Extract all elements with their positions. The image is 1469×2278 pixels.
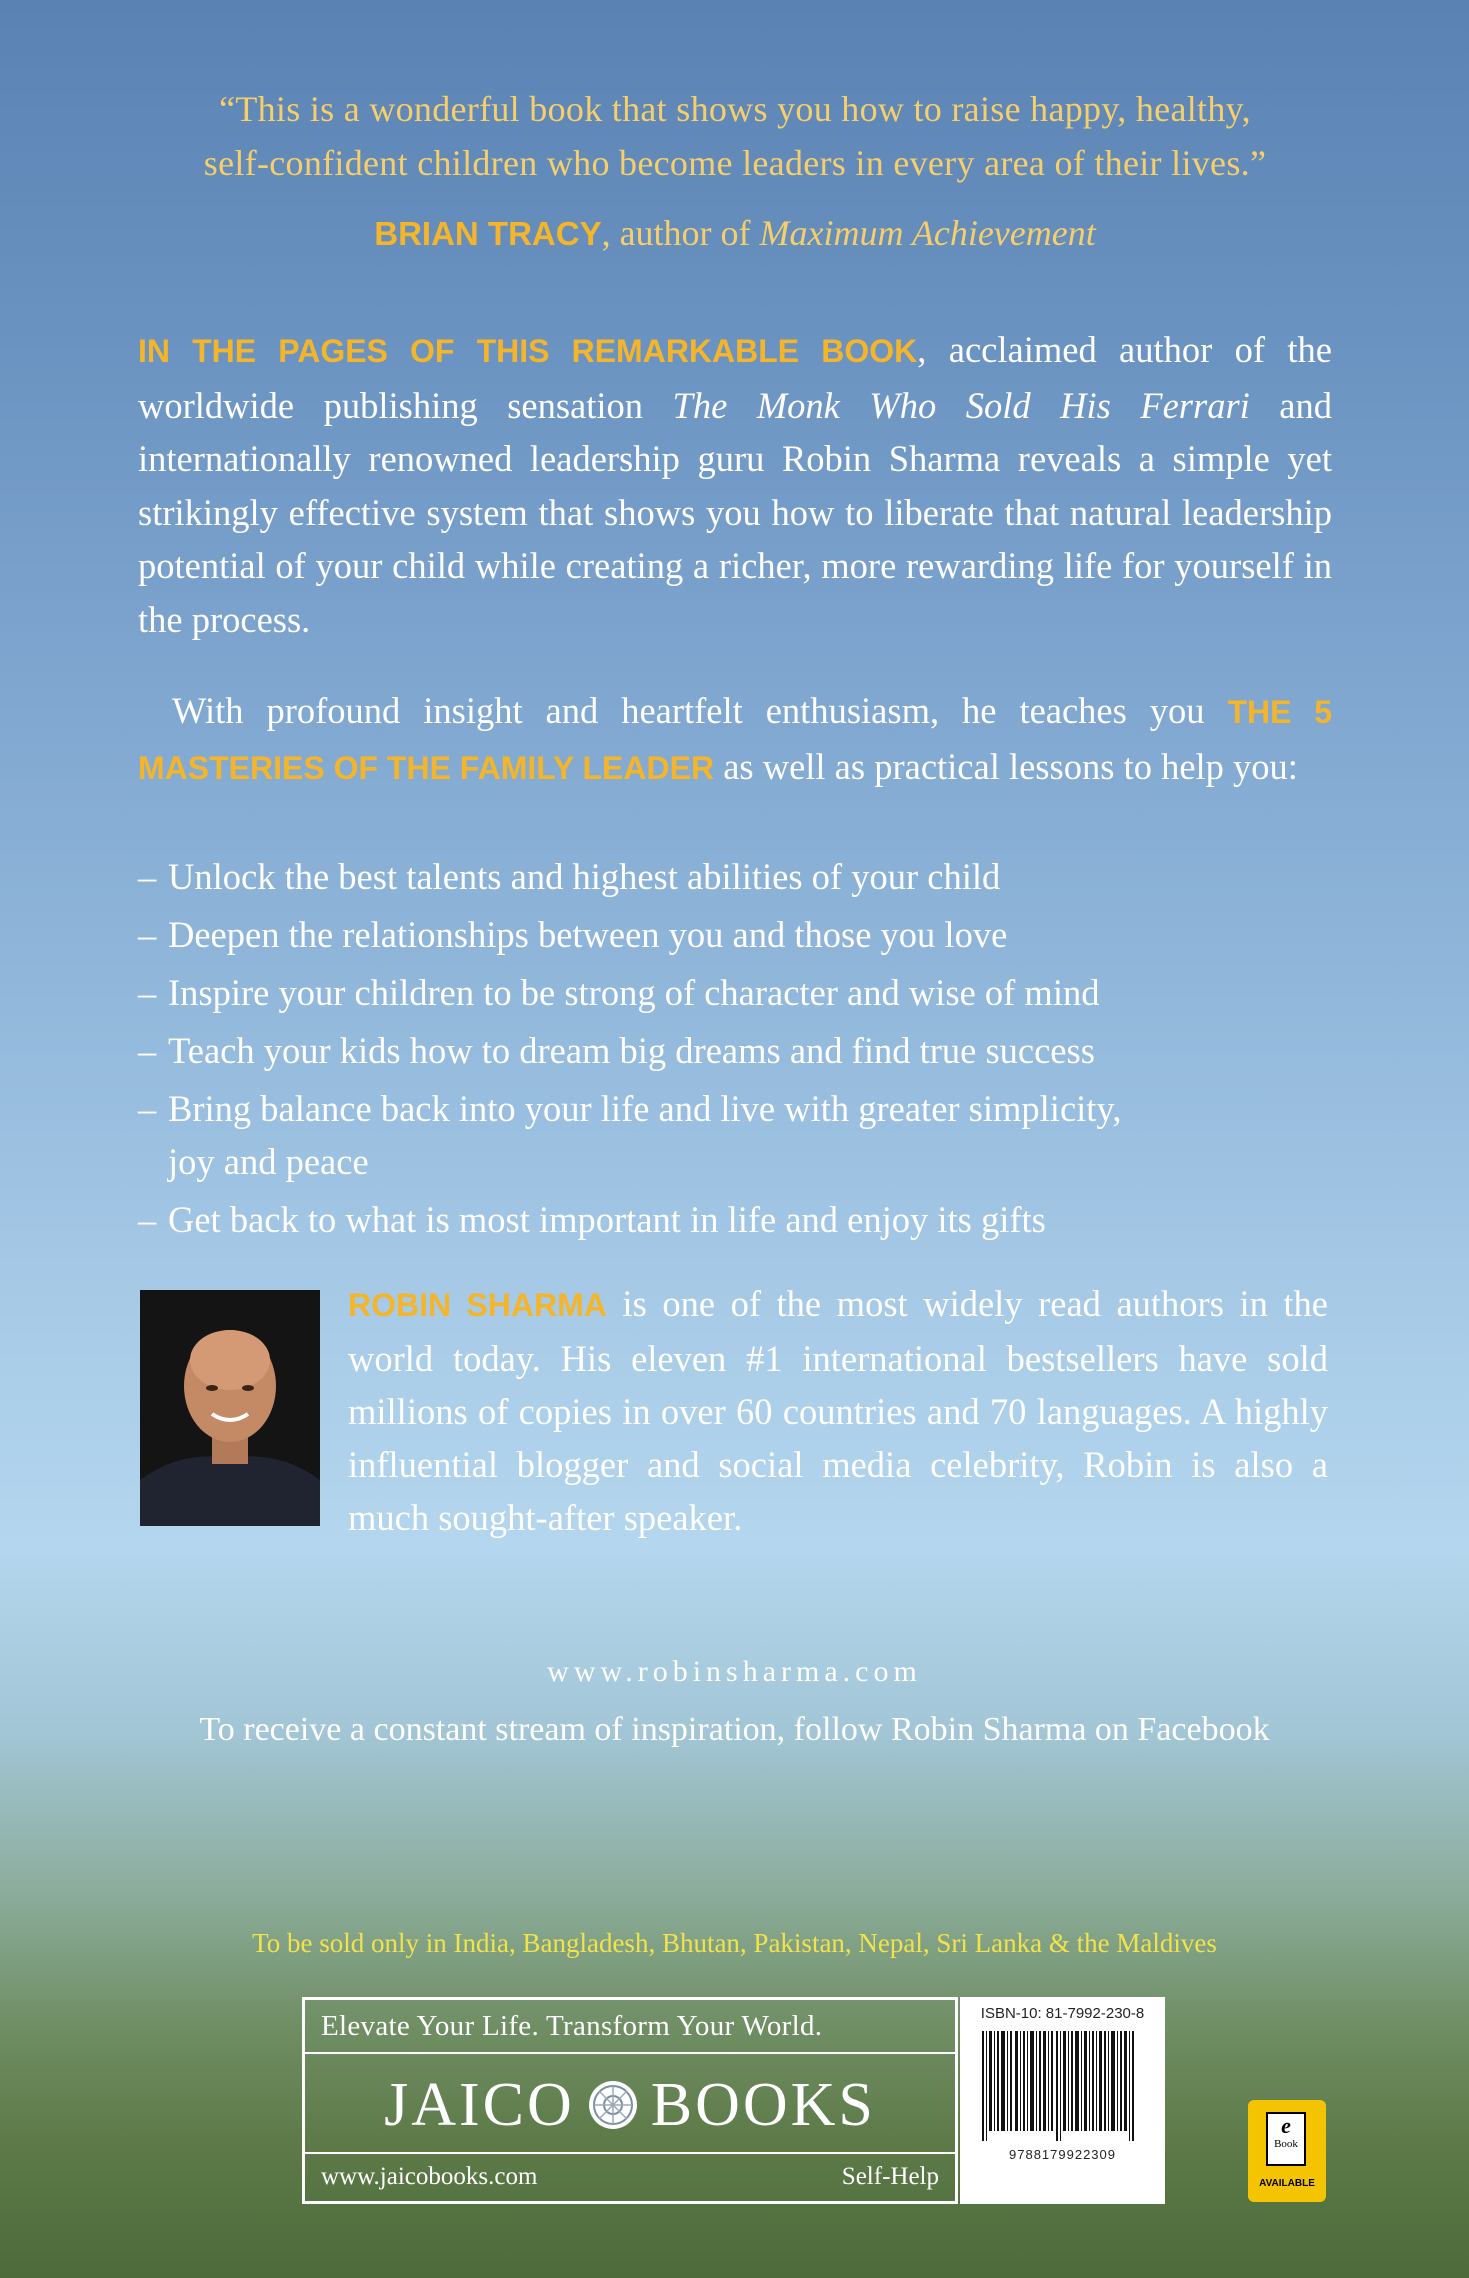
author-portrait-graphic [140,1290,320,1526]
quote-author: BRIAN TRACY [374,215,602,252]
quote-author-of: , author of [601,213,760,253]
jaico-logo-icon [587,2079,639,2131]
list-item: – Deepen the relationships between you and those you love [138,914,1008,955]
quote-line-2: self-confident children who become leaders in every area of their lives.” [203,143,1267,183]
author-bio [348,1277,1328,1544]
facebook-follow-text: To receive a constant stream of inspiration, follow Robin Sharma on Facebook [199,1711,1270,1748]
list-item: – Get back to what is most important in life and enjoy its gifts [138,1199,1046,1240]
publisher-tagline: Elevate Your Life. Transform Your World. [321,2010,823,2042]
masteries-text-1: With profound insight and heartfelt enthusiasm, he teaches you [172,690,1228,731]
list-item: – Teach your kids how to dream big dreams and find true success [138,1030,1095,1071]
list-item: – Inspire your children to be strong of character and wise of mind [138,972,1100,1013]
publisher-website: www.jaicobooks.com [321,2163,538,2190]
publisher-name-right: BOOKS [650,2070,876,2139]
isbn-barcode [960,1997,1165,2204]
publisher-name-left: JAICO [384,2070,575,2139]
endorsement-quote [130,82,1340,190]
intro-paragraph [138,323,1332,646]
barcode-icon [982,2031,1142,2141]
intro-text-2: and internationally renowned leadership guru Robin Sharma reveals a simple yet strikingly effective system that shows you how to liberate that natural leadership potential of your child while creating a richer, more rewarding life for yourself in the process. [138,384,1332,640]
quote-line-1: “This is a wonderful book that shows you how to raise happy, healthy, [219,89,1251,129]
bio-text: is one of the most widely read authors in the world today. His eleven #1 international bestsellers have sold millions of copies in over 60 countries and 70 languages. A highly influential blogger and social media celebrity, Robin is also a much sought-after speaker. [348,1283,1329,1538]
territory-notice: To be sold only in India, Bangladesh, Bhutan, Pakistan, Nepal, Sri Lanka & the Maldives [252,1928,1217,1958]
author-photo [140,1290,320,1526]
bio-author-name: ROBIN SHARMA [348,1287,607,1323]
author-website: www.robinsharma.com [547,1655,922,1688]
ebook-available-badge [1248,2100,1326,2202]
intro-text-1: , acclaimed author of the worldwide publishing sensation [138,329,1333,426]
masteries-highlight: THE 5 MASTERIES OF THE FAMILY LEADER [138,694,1332,786]
divider [305,2052,955,2054]
book-category: Self-Help [841,2163,939,2190]
barcode-number: 9788179922309 [1009,2147,1116,2162]
masteries-text-2: as well as practical lessons to help you: [714,745,1298,787]
publisher-wordmark [305,2060,955,2150]
list-item: – Unlock the best talents and highest abilities of your child [138,856,1001,897]
list-item: – Bring balance back into your life and live with greater simplicity, joy and peace [138,1082,1332,1188]
publisher-box [302,1997,958,2204]
intro-lead: IN THE PAGES OF THIS REMARKABLE BOOK [138,333,918,369]
list-item-continuation: joy and peace [168,1141,369,1182]
quote-attribution [130,212,1340,254]
isbn-text: ISBN-10: 81-7992-230-8 [980,2005,1145,2022]
masteries-paragraph [138,684,1332,795]
divider [305,2152,955,2154]
intro-monk-title: The Monk Who Sold His Ferrari [672,384,1250,426]
lessons-list [138,850,1332,1251]
ebook-available-label: AVAILABLE [1259,2178,1315,2189]
quote-book-title: Maximum Achievement [759,213,1096,253]
ebook-icon: e Book [1266,2112,1306,2166]
